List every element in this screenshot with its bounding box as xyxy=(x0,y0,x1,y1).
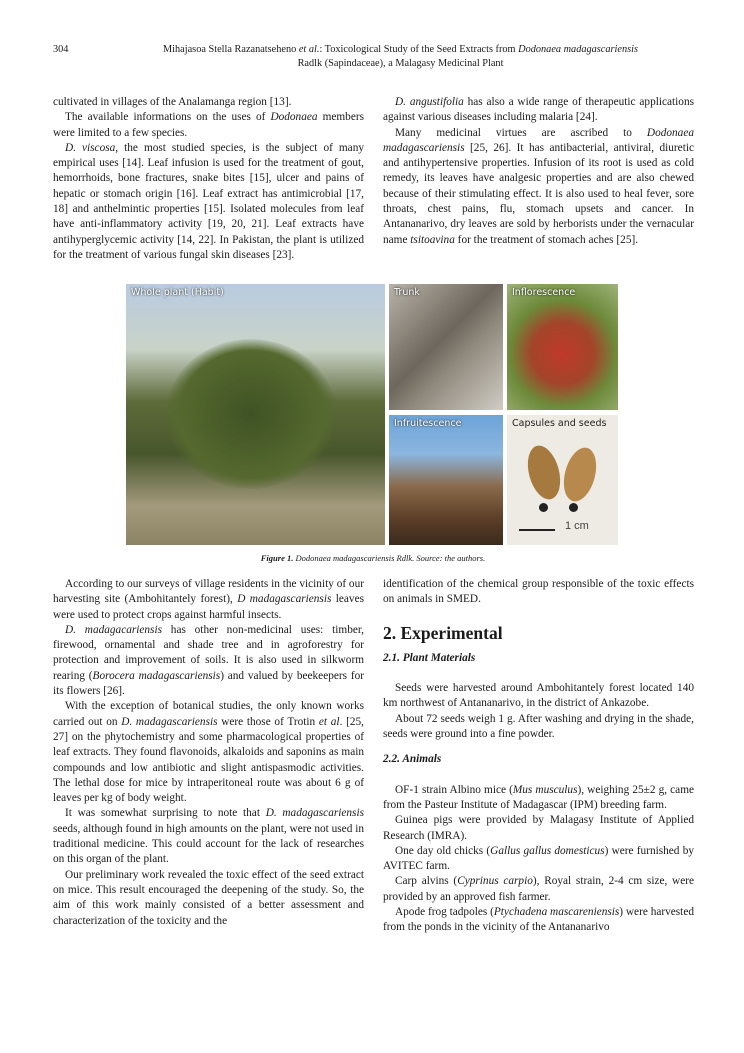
text-run: ) were furnished by AVITEC farm. xyxy=(383,844,694,873)
right-column-bottom xyxy=(383,577,694,936)
text-run: Gallus gallus domesticus xyxy=(490,844,605,857)
text-run: leaves were used to protect crops against harmful insects. xyxy=(53,593,364,621)
panel-label: Capsules and seeds xyxy=(512,418,607,429)
text-run: [25, 26]. It has antibacterial, antiviral, diuretic and antihypertensive properties. Infusion of its root is used as cold remedy, its leaves have analgesic properties and are also chewed because of their stimulating effect. It is also used to heal fever, sore throats, chest pains, flu, stomach upsets and cancer. In Antananarivo, dry leaves are sold by herborists under the vernacular name xyxy=(383,141,694,246)
text-run: has other non-medicinal uses: timber, firewood, ornamental and shade tree and in agroforestry for protection and improvement of soils. It is also used in silkworm rearing ( xyxy=(53,623,364,682)
title-line-1 xyxy=(108,43,693,57)
plant-materials-text xyxy=(383,681,694,742)
text-run: ) and valued by beekeepers for its flowers [26]. xyxy=(53,669,364,698)
scale-label: 1 cm xyxy=(565,520,589,532)
text-run: D. angustifolia xyxy=(395,96,464,108)
text-run: Apode frog tadpoles ( xyxy=(395,906,494,919)
panel-label: Infruitescence xyxy=(394,418,462,429)
photo-infruitescence xyxy=(389,415,503,545)
panel-label: Trunk xyxy=(394,287,420,298)
text-run: It was somewhat surprising to note that xyxy=(65,807,266,820)
text-run: et al xyxy=(318,715,340,728)
scale-bar xyxy=(519,529,555,531)
paragraph xyxy=(53,110,364,141)
paragraph xyxy=(53,806,364,867)
text-run: were those of Trotin xyxy=(217,715,319,728)
section-heading: 2. Experimental xyxy=(383,622,503,643)
subsection-heading: 2.1. Plant Materials xyxy=(383,651,476,664)
text-run: Dodonaea madagascariensis xyxy=(383,126,694,154)
figure-1 xyxy=(126,284,618,545)
paragraph xyxy=(53,577,364,623)
text-run: D. viscosa, xyxy=(65,141,119,154)
paragraph xyxy=(383,126,694,248)
paragraph xyxy=(383,783,694,814)
paragraph xyxy=(53,868,364,929)
text-run: tsitoavina xyxy=(410,233,455,246)
text-run: Mihajasoa Stella Razanatseheno xyxy=(163,44,299,55)
paragraph xyxy=(383,95,694,126)
panel-label: Whole plant (Habit) xyxy=(131,287,224,298)
text-run: D. madagascariensis xyxy=(265,807,364,820)
paragraph xyxy=(383,813,694,844)
text-run: ), weighing 25±2 g, came from the Pasteur Institute of Madagascar (IPM) breeding farm. xyxy=(383,783,694,811)
text-run: for the treatment of stomach aches [25]. xyxy=(454,233,639,246)
paragraph xyxy=(53,623,364,699)
text-run: The available informations on the uses of xyxy=(65,111,271,124)
text-run: members were limited to a few species. xyxy=(53,111,365,139)
running-title xyxy=(108,43,693,71)
text-run: One day old chicks ( xyxy=(395,844,491,857)
text-run: D. madagacariensis xyxy=(65,623,162,636)
paragraph xyxy=(53,95,364,110)
text-run: . [25, 27] on the phytochemistry and some pharmacological properties of leaf extracts. They found flavonoids, alkaloids and saponins as main compounds and low antibiotic and slight antispasmodic activities. The lethal dose for mice by intraperitoneal route was about 6 g of leaves per kg of body weight. xyxy=(53,715,364,805)
text-run: D madagascariensis xyxy=(237,593,332,606)
text-run: Carp alvins ( xyxy=(395,875,458,888)
paragraph xyxy=(383,577,694,608)
text-run: Seeds were harvested around Ambohitantely forest located 140 km northwest of Antananarivo, in the district of Ankazobe. xyxy=(383,682,694,710)
photo-whole-plant xyxy=(126,284,385,545)
text-run: Mus musculus xyxy=(512,783,578,796)
photo-capsules-seeds xyxy=(507,415,618,545)
paragraph xyxy=(53,699,364,806)
text-run: seeds, although found in high amounts on the plant, were not used in traditional medicine. This could account for the lack of researches on this organ of the plant. xyxy=(53,822,364,866)
left-column-bottom xyxy=(53,577,364,929)
text-run: Guinea pigs were provided by Malagasy Institute of Applied Research (IMRA). xyxy=(383,814,694,842)
text-run: : Toxicological Study of the Seed Extracts from xyxy=(319,44,519,55)
paragraph xyxy=(383,712,694,743)
paragraph xyxy=(383,681,694,712)
text-run: About 72 seeds weigh 1 g. After washing and drying in the shade, seeds were ground into a fine powder. xyxy=(383,712,694,741)
right-column-top xyxy=(383,95,694,248)
text-run: OF-1 strain Albino mice ( xyxy=(395,783,513,796)
text-run: Many medicinal virtues are ascribed to xyxy=(395,126,647,139)
text-run: With the exception of botanical studies, the only known works carried out on xyxy=(53,700,364,728)
text-run: Figure 1. xyxy=(260,553,294,563)
text-run: cultivated in villages of the Analamanga region [13]. xyxy=(53,96,292,108)
photo-inflorescence xyxy=(507,284,618,410)
text-run: the most studied species, is the subject of many empirical uses [14]. Leaf infusion is used for the treatment of gout, hemorrhoids, bone fractures, snake bites [15], ulcer and pains of hepatic or stomach origin [16]. Leaf extract has antimicrobial [17, 18] and anthelmintic properties [15]. Isolated molecules from leaf have anti-inflammatory activity [19, 20, 21]. Leaf extracts have antihyperglycemic activity [14, 22]. In Pakistan, the plant is utilized for the treatment of various fungal skin diseases [23]. xyxy=(53,141,364,261)
text-run: Ptychadena mascareniensis xyxy=(493,906,620,919)
paragraph xyxy=(383,905,694,936)
text-run: et al. xyxy=(298,44,320,55)
page-number: 304 xyxy=(53,44,69,55)
left-column-top xyxy=(53,95,364,263)
panel-label: Inflorescence xyxy=(512,287,576,298)
text-run: D. madagascariensis xyxy=(121,715,218,728)
text-run: Cyprinus carpio xyxy=(457,875,533,888)
photo-trunk xyxy=(389,284,503,410)
subsection-heading: 2.2. Animals xyxy=(383,753,442,766)
text-run: Dodonaea xyxy=(270,111,318,124)
figure-caption xyxy=(53,553,693,563)
paragraph xyxy=(383,844,694,875)
paragraph xyxy=(383,874,694,905)
text-run: ) were harvested from the ponds in the vicinity of the Antananarivo xyxy=(383,906,694,934)
text-run: has also a wide range of therapeutic applications against various diseases including malaria [24]. xyxy=(383,96,694,124)
text-run: Our preliminary work revealed the toxic effect of the seed extract on mice. This result encouraged the deepening of the study. So, the aim of this work mainly consisted of a better assessment and characterization of the toxicity and the xyxy=(53,868,364,927)
text-run: According to our surveys of village residents in the vicinity of our harvesting site (Ambohitantely forest), xyxy=(53,578,364,606)
text-run: identification of the chemical group responsible of the toxic effects on animals in SMED. xyxy=(383,578,694,606)
text-run: Borocera madagascariensis xyxy=(92,669,221,682)
animals-text xyxy=(383,783,694,936)
text-run: ), Royal strain, 2-4 cm size, were provided by an approved fish farmer. xyxy=(383,875,695,903)
paragraph xyxy=(53,141,364,263)
text-run: Dodonaea madagascariensis Rdlk. Source: the authors. xyxy=(293,553,486,563)
title-line-2: Radlk (Sapindaceae), a Malagasy Medicinal Plant xyxy=(297,58,504,69)
text-run: Dodonaea madagascariensis xyxy=(518,44,638,55)
